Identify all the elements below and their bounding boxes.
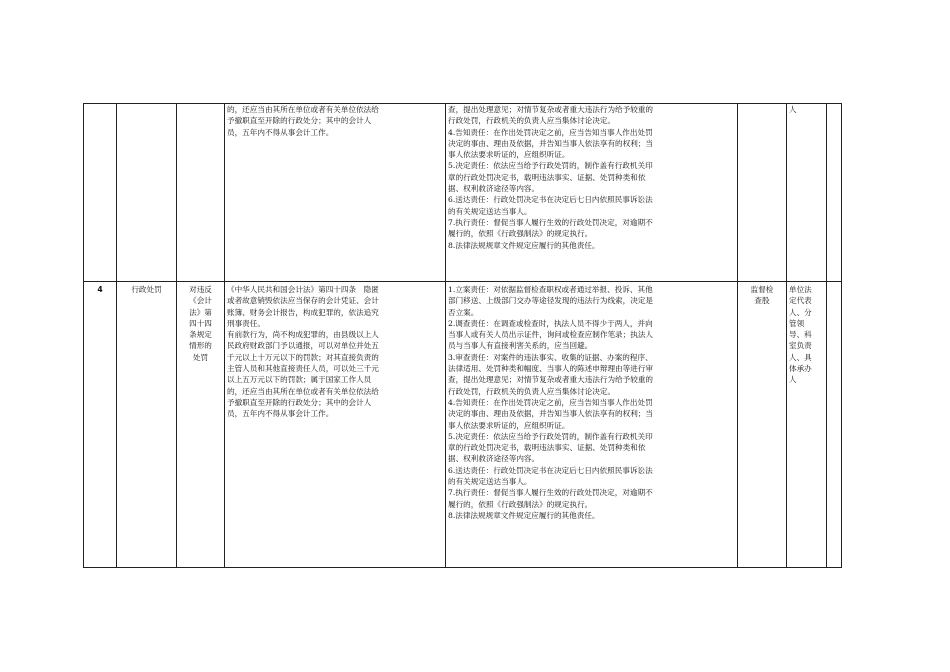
- duty-line: 事人依法要求听证的，应组织听证。: [448, 420, 570, 430]
- basis-line: 主管人员和其他直接责任人员，可以处三千元: [227, 364, 379, 374]
- subject-line: 人、分: [789, 307, 812, 317]
- basis-line: 民政府财政部门予以通报，可以对单位并处五: [227, 341, 379, 351]
- duty-line: 法律适用、处罚种类和幅度、当事人的陈述申辩理由等进行审: [448, 364, 654, 374]
- duty-line: 履行的，依照《行政强制法》的规定执行。: [448, 229, 593, 239]
- subject-line: 人、具: [789, 352, 812, 362]
- basis-line: 员，五年内不得从事会计工作。: [227, 409, 334, 419]
- duty-line: 8.法律法规规章文件规定应履行的其他责任。: [448, 510, 600, 520]
- subject-line: 定代表: [789, 296, 812, 306]
- duty-line: 决定的事由、理由及依据，并告知当事人依法享有的权利；当: [448, 138, 654, 148]
- basis-line: 账簿、财务会计报告，构成犯罪的，依法追究: [227, 307, 379, 317]
- duty-line: 5.决定责任：依法应当给予行政处罚的，制作盖有行政机关印: [448, 161, 653, 171]
- duty-line: 履行的，依照《行政强制法》的规定执行。: [448, 499, 593, 509]
- name-line: 情形的: [189, 341, 212, 351]
- subject-line: 单位法: [789, 285, 812, 294]
- duty-line: 否立案。: [448, 307, 479, 317]
- cell-item-name: [177, 282, 225, 568]
- subject-line: 室负责: [789, 341, 812, 351]
- cell-legal-basis: [225, 104, 446, 282]
- duty-line: 1.立案责任：对依据监督检查职权或者通过举报、投诉、其他: [448, 285, 653, 294]
- cell-responsible-subject: [787, 282, 827, 568]
- duty-line: 决定的事由、理由及依据，并告知当事人依法享有的权利；当: [448, 409, 654, 419]
- name-line: 对违反: [189, 285, 212, 294]
- department-line: 查股: [754, 296, 770, 306]
- cell-category: [117, 104, 177, 282]
- cell-department: [738, 104, 787, 282]
- duty-line: 部门移送、上级部门交办等途径发现的违法行为线索，决定是: [448, 296, 654, 306]
- basis-line: 员，五年内不得从事会计工作。: [227, 127, 334, 137]
- duty-line: 查，提出处理意见；对情节复杂或者重大违法行为给予较重的: [448, 105, 654, 114]
- department-line: 监督检: [750, 285, 774, 294]
- basis-line: 刑事责任。: [227, 318, 265, 328]
- subject-line: 管领: [789, 318, 805, 328]
- duty-line: 7.执行责任：督促当事人履行生效的行政处罚决定，对逾期不: [448, 488, 653, 498]
- duty-line: 6.送达责任：行政处罚决定书在决定后七日内依照民事诉讼法: [448, 195, 653, 205]
- duty-line: 8.法律法规规章文件规定应履行的其他责任。: [448, 240, 600, 250]
- duty-line: 查，提出处理意见；对情节复杂或者重大违法行为给予较重的: [448, 375, 654, 385]
- duty-line: 的有关规定送达当事人。: [448, 477, 532, 487]
- basis-line: 千元以上十万元以下的罚款；对其直接负责的: [227, 352, 379, 362]
- table-row-4: [84, 282, 842, 568]
- name-line: 处罚: [192, 352, 209, 362]
- duty-line: 4.告知责任：在作出处罚决定之前，应当告知当事人作出处罚: [448, 397, 653, 407]
- basis-line: 以上五万元以下的罚款；属于国家工作人员: [227, 375, 372, 385]
- cell-responsibilities: [446, 104, 738, 282]
- duty-line: 事人依法要求听证的，应组织听证。: [448, 150, 570, 160]
- basis-line: 予撤职直至开除的行政处分；其中的会计人: [227, 116, 372, 126]
- basis-line: 的，还应当由其所在单位或者有关单位依法给: [227, 386, 379, 396]
- duty-line: 7.执行责任：督促当事人履行生效的行政处罚决定，对逾期不: [448, 217, 653, 227]
- duty-line: 章的行政处罚决定书，载明违法事实、证据、处罚种类和依: [448, 443, 646, 453]
- name-line: 四十四: [189, 318, 212, 328]
- cell-responsibilities: [446, 282, 738, 568]
- cell-remarks: [827, 282, 842, 568]
- cell-responsible-subject: [787, 104, 827, 282]
- duty-line: 据、权利救济途径等内容。: [448, 184, 540, 194]
- basis-line: 的，还应当由其所在单位或者有关单位依法给: [227, 105, 379, 114]
- duty-line: 5.决定责任：依法应当给予行政处罚的，制作盖有行政机关印: [448, 431, 653, 441]
- duty-line: 3.审查责任：对案件的违法事实、收集的证据、办案的程序、: [448, 352, 653, 362]
- cell-number: [84, 104, 117, 282]
- subject-line: 人: [789, 105, 797, 114]
- cell-remarks: [827, 104, 842, 282]
- duty-line: 员与当事人有直接利害关系的，应当回避。: [448, 341, 593, 351]
- basis-line: 有前款行为，尚不构成犯罪的，由县级以上人: [227, 330, 379, 340]
- item-category: 行政处罚: [131, 285, 162, 294]
- subject-line: 体承办: [789, 364, 812, 374]
- cell-legal-basis: [225, 282, 446, 568]
- table-row-continued: [84, 104, 842, 282]
- item-number: 4: [97, 285, 103, 294]
- duty-line: 2.调查责任：在调查或检查时，执法人员不得少于两人，并向: [448, 318, 653, 328]
- basis-line: 或者故意销毁依法应当保存的会计凭证、会计: [227, 296, 379, 306]
- subject-line: 人: [789, 375, 797, 385]
- cell-department: [738, 282, 787, 568]
- duty-line: 当事人或有关人员出示证件，询问或检查应制作笔录；执法人: [448, 330, 654, 340]
- duty-line: 据、权利救济途径等内容。: [448, 454, 540, 464]
- basis-line: 《中华人民共和国会计法》第四十四条 隐匿: [227, 285, 379, 294]
- basis-line: 予撤职直至开除的行政处分；其中的会计人: [227, 397, 372, 407]
- cell-number: [84, 282, 117, 568]
- name-line: 《会计: [189, 296, 212, 306]
- name-line: 法》第: [189, 307, 212, 317]
- duty-line: 行政处罚，行政机关的负责人应当集体讨论决定。: [448, 386, 616, 396]
- name-line: 条规定: [189, 330, 212, 340]
- cell-item-name: [177, 104, 225, 282]
- duty-line: 6.送达责任：行政处罚决定书在决定后七日内依照民事诉讼法: [448, 465, 653, 475]
- power-list-table: [83, 103, 842, 568]
- duty-line: 的有关规定送达当事人。: [448, 206, 532, 216]
- duty-line: 章的行政处罚决定书，载明违法事实、证据、处罚种类和依: [448, 172, 646, 182]
- cell-category: [117, 282, 177, 568]
- subject-line: 导、科: [789, 330, 812, 340]
- duty-line: 4.告知责任：在作出处罚决定之前，应当告知当事人作出处罚: [448, 127, 653, 137]
- duty-line: 行政处罚，行政机关的负责人应当集体讨论决定。: [448, 116, 616, 126]
